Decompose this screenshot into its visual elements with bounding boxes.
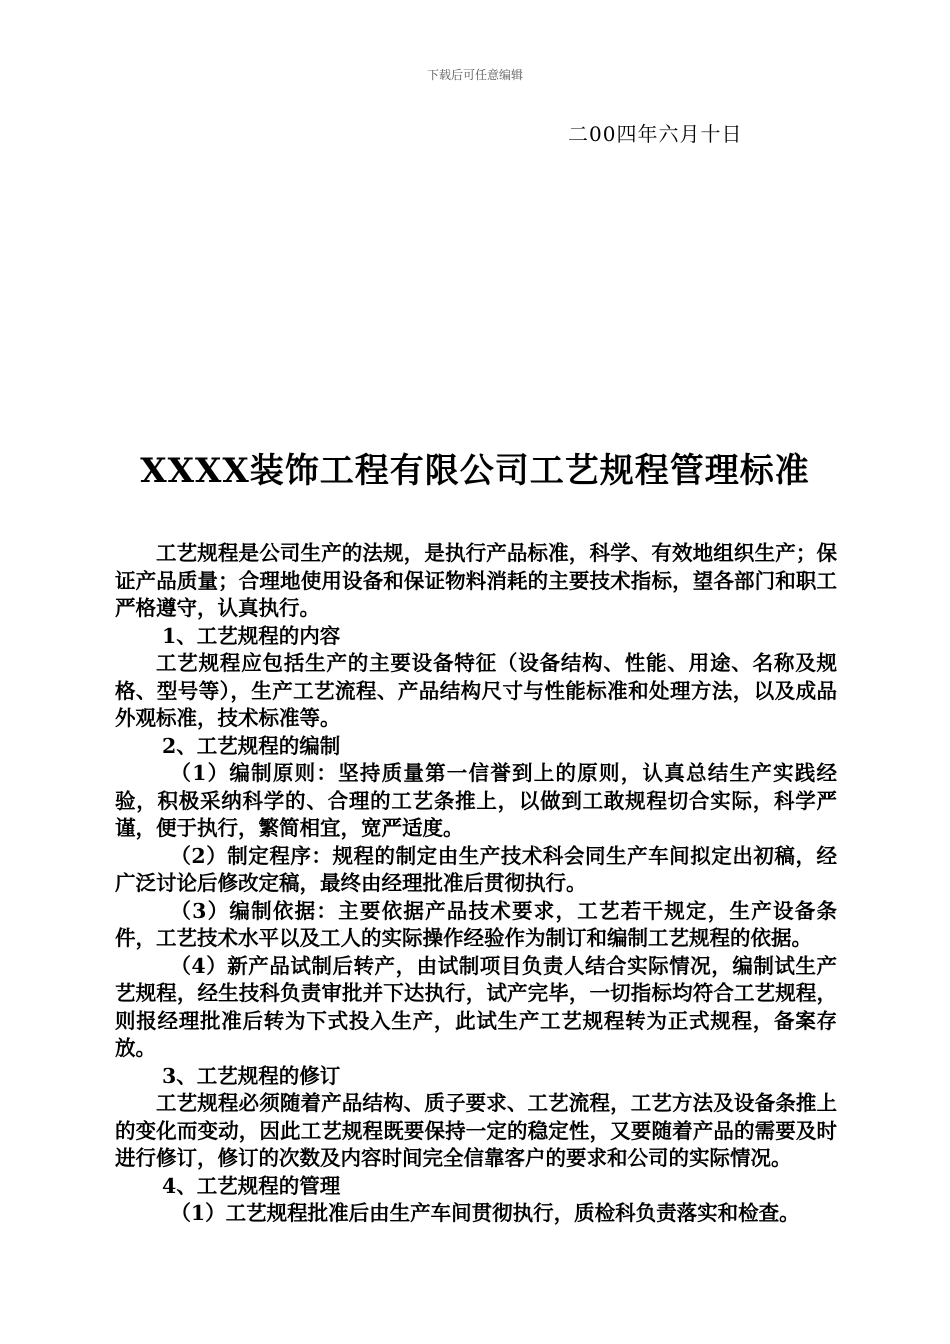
- compilation-basis-paragraph: （3）编制依据：主要依据产品技术要求，工艺若干规定，生产设备条件，工艺技术水平以及工人的实际操作经验作为制订和编制工艺规程的依据。: [115, 898, 837, 950]
- document-title: XXXX装饰工程有限公司工艺规程管理标准: [140, 451, 810, 491]
- compilation-principle-paragraph: （1）编制原则：坚持质量第一信誉到上的原则，认真总结生产实践经验，积极采纳科学的、合理的工艺条推上，以做到工敢规程切合实际，科学严谨，便于执行，繁简相宜，宽严适度。: [115, 761, 837, 840]
- document-body: [115, 540, 837, 1228]
- compilation-procedure-paragraph: （2）制定程序：规程的制定由生产技术科会同生产车间拟定出初稿，经广泛讨论后修改定稿，最终由经理批准后贯彻执行。: [115, 843, 837, 895]
- intro-paragraph: 工艺规程是公司生产的法规，是执行产品标准，科学、有效地组织生产；保证产品质量；合理地使用设备和保证物料消耗的主要技术指标，望各部门和职工严格遵守，认真执行。: [115, 541, 837, 620]
- section-content-paragraph: 工艺规程应包括生产的主要设备特征（设备结构、性能、用途、名称及规格、型号等），生产工艺流程、产品结构尺寸与性能标准和处理方法，以及成品外观标准，技术标准等。: [115, 651, 837, 730]
- section-revision-paragraph: 工艺规程必须随着产品结构、质子要求、工艺流程，工艺方法及设备条推上的变化而变动，因此工艺规程既要保持一定的稳定性，又要随着产品的需要及时进行修订，修订的次数及内容时间完全信靠客户的要求和公司的实际情况。: [115, 1091, 837, 1170]
- compilation-new-product-paragraph: （4）新产品试制后转产，由试制项目负责人结合实际情况，编制试生产艺规程，经生技科负责审批并下达执行，试产完毕，一切指标均符合工艺规程，则报经理批准后转为下式投入生产，此试生产工艺规程转为正式规程，备案存放。: [115, 953, 837, 1060]
- section-heading-management: 4、工艺规程的管理: [162, 1173, 341, 1198]
- header-note: 下载后可任意编辑: [426, 68, 523, 82]
- management-item-paragraph: （1）工艺规程批准后由生产车间贯彻执行，质检科负责落实和检查。: [170, 1201, 800, 1225]
- section-heading-compilation: 2、工艺规程的编制: [162, 733, 341, 758]
- section-heading-content: 1、工艺规程的内容: [162, 623, 341, 648]
- section-heading-revision: 3、工艺规程的修订: [162, 1063, 341, 1088]
- document-date: 二00四年六月十日: [568, 122, 743, 146]
